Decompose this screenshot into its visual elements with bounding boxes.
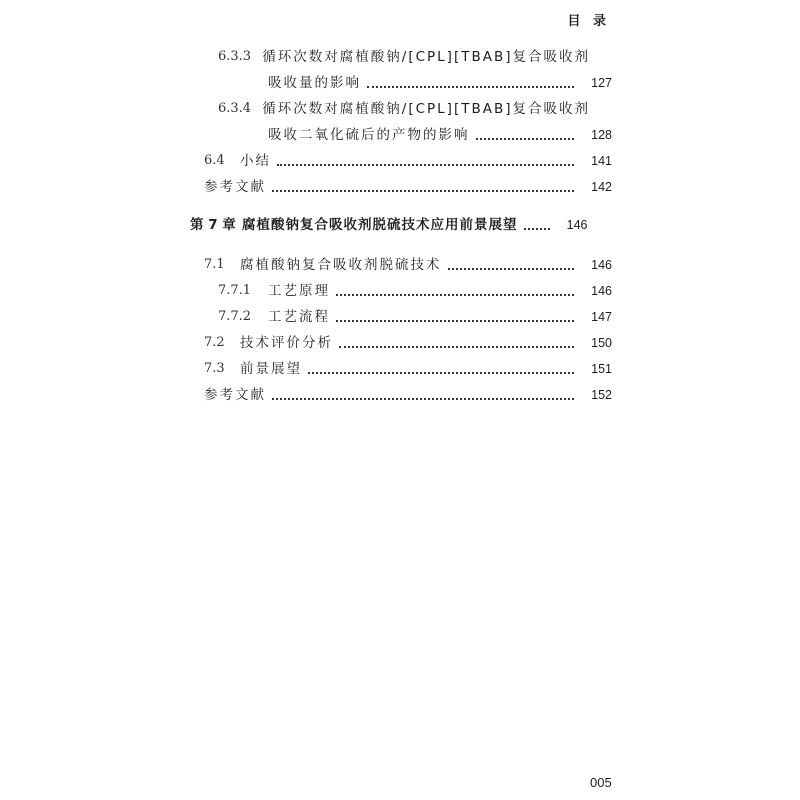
section-number: 7.7.1 — [218, 283, 252, 298]
page-ref: 150 — [591, 336, 612, 350]
page-ref: 146 — [591, 284, 612, 298]
section-title: 循环次数对腐植酸钠/[CPL][TBAB]复合吸收剂 — [262, 101, 590, 117]
section-title: 前景展望 — [240, 361, 302, 377]
page-ref: 152 — [591, 388, 612, 402]
section-number: 6.3.3 — [218, 49, 252, 64]
page-ref: 141 — [591, 154, 612, 168]
toc-entry-7-7-2[interactable] — [218, 306, 612, 328]
toc-entry-6-4[interactable] — [204, 150, 612, 172]
toc-entry-6-3-3[interactable] — [218, 46, 590, 68]
page-ref: 151 — [591, 362, 612, 376]
dot-leader — [448, 268, 575, 270]
page-ref: 147 — [591, 310, 612, 324]
chapter-title: 腐植酸钠复合吸收剂脱硫技术应用前景展望 — [242, 217, 518, 233]
toc-entry-chapter-7[interactable] — [190, 214, 612, 236]
chapter-number: 第 7 章 — [190, 217, 236, 233]
dot-leader — [476, 138, 575, 140]
page-number: 005 — [590, 775, 612, 790]
section-number: 7.7.2 — [218, 309, 252, 324]
toc-entry-6-3-4-continued[interactable] — [268, 124, 612, 146]
section-title: 工艺原理 — [268, 283, 330, 299]
dot-leader — [336, 320, 574, 322]
dot-leader — [272, 190, 574, 192]
section-title: 工艺流程 — [268, 309, 330, 325]
dot-leader — [339, 346, 574, 348]
section-title: 参考文献 — [204, 387, 266, 403]
toc-entry-6-3-4[interactable] — [218, 98, 590, 120]
toc-entry-references-ch7[interactable] — [204, 384, 612, 406]
page-ref: 128 — [591, 128, 612, 142]
page-ref: 127 — [591, 76, 612, 90]
section-title: 循环次数对腐植酸钠/[CPL][TBAB]复合吸收剂 — [262, 49, 590, 65]
dot-leader — [308, 372, 574, 374]
page-ref: 146 — [591, 258, 612, 272]
page-ref: 146 — [566, 218, 588, 232]
dot-leader — [524, 228, 550, 230]
section-title: 技术评价分析 — [240, 335, 333, 351]
page-ref: 142 — [591, 180, 612, 194]
section-title: 小结 — [240, 153, 271, 169]
dot-leader — [277, 164, 574, 166]
section-number: 7.2 — [204, 335, 225, 350]
section-title: 吸收量的影响 — [268, 75, 361, 91]
toc-entry-7-2[interactable] — [204, 332, 612, 354]
section-title: 参考文献 — [204, 179, 266, 195]
section-title: 吸收二氧化硫后的产物的影响 — [268, 127, 470, 143]
dot-leader — [272, 398, 574, 400]
toc-entry-7-3[interactable] — [204, 358, 612, 380]
section-number: 6.4 — [204, 153, 225, 168]
toc-entry-6-3-3-continued[interactable] — [268, 72, 612, 94]
dot-leader — [336, 294, 574, 296]
section-number: 7.3 — [204, 361, 225, 376]
toc-entry-references-ch6[interactable] — [204, 176, 612, 198]
running-header: 目 录 — [567, 14, 610, 29]
toc-entry-7-7-1[interactable] — [218, 280, 612, 302]
section-number: 7.1 — [204, 257, 225, 272]
section-title: 腐植酸钠复合吸收剂脱硫技术 — [240, 257, 442, 273]
section-number: 6.3.4 — [218, 101, 252, 116]
dot-leader — [367, 86, 574, 88]
toc-entry-7-1[interactable] — [204, 254, 612, 276]
